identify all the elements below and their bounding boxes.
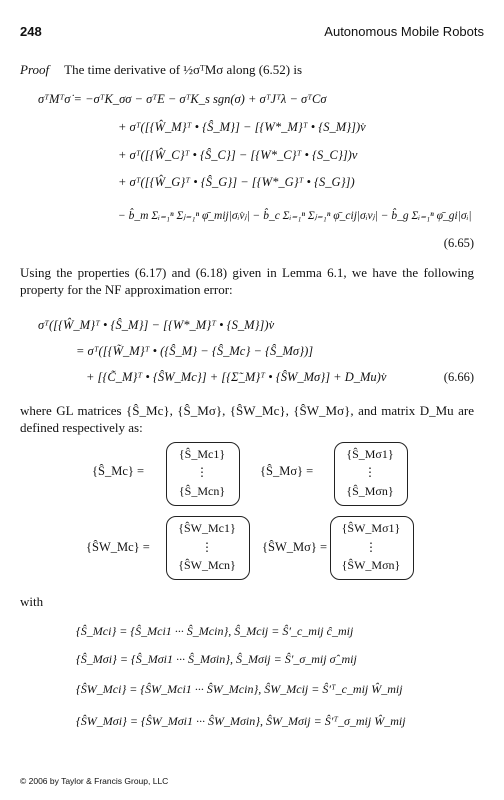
eq-6-65-line-1: σᵀMᵀσ̇ = −σᵀK_σσ − σᵀE − σᵀK_s sgn(σ) + σᵀJᵀλ − σᵀCσ — [38, 92, 327, 106]
eq-6-65-line-4: + σᵀ([{Ŵ_G}ᵀ • {Ŝ_G}] − [{W*_G}ᵀ • {S_G}]) — [118, 175, 355, 189]
matrix-s-msigma-top: {Ŝ_Mσ1} — [346, 447, 394, 461]
matrix-sw-mc-top: {ŜW_Mc1} — [178, 521, 236, 535]
matrix-s-mc-dots: ⋮ — [196, 465, 208, 479]
eq-6-66-line-3: + [{C̃_M}ᵀ • {ŜW_Mc}] + [{Σ̃_M}ᵀ • {ŜW_Mσ}] + D_Mu)v̇ — [86, 370, 387, 384]
proof-label: Proof — [20, 62, 50, 77]
eq-6-66-line-1: σᵀ([{Ŵ_M}ᵀ • {Ŝ_M}] − [{W*_M}ᵀ • {S_M}])v̇ — [38, 318, 275, 332]
matrix-s-mc-top: {Ŝ_Mc1} — [178, 447, 226, 461]
eq-6-65-line-3: + σᵀ([{Ŵ_C}ᵀ • {Ŝ_C}] − [{W*_C}ᵀ • {S_C}])v — [118, 148, 358, 162]
definition-sw-mci: {ŜW_Mci} = {ŜW_Mci1 ··· ŜW_Mcin}, ŜW_Mcij = Ŝ′ᵀ_c_mij Ŵ_mij — [76, 682, 403, 696]
matrix-s-msigma-dots: ⋮ — [364, 465, 376, 479]
eq-6-65-line-5: − b̂_m Σᵢ₌₁ⁿ Σⱼ₌₁ⁿ φ̄_mij|σᵢv̇ⱼ| − b̂_c Σᵢ₌₁ⁿ Σⱼ₌₁ⁿ φ̄_cij|σᵢvⱼ| − b̂_g Σᵢ₌₁ⁿ φ̄_gi|σᵢ| — [118, 210, 472, 222]
definition-sw-msigmai: {ŜW_Mσi} = {ŜW_Mσi1 ··· ŜW_Mσin}, ŜW_Mσij = Ŝ′ᵀ_σ_mij Ŵ_mij — [76, 714, 406, 728]
running-header — [20, 24, 484, 42]
eq-6-66-number: (6.66) — [443, 370, 474, 384]
eq-6-66-line-2: = σᵀ([{W̃_M}ᵀ • ({Ŝ_M} − {Ŝ_Mc} − {Ŝ_Mσ})] — [76, 344, 314, 358]
definition-s-msigmai: {Ŝ_Mσi} = {Ŝ_Mσi1 ··· Ŝ_Mσin}, Ŝ_Mσij = Ŝ′_σ_mij σ̂_mij — [76, 652, 357, 666]
matrix-sw-msigma-bottom: {ŜW_Mσn} — [341, 558, 401, 572]
matrix-s-msigma-bottom: {Ŝ_Mσn} — [346, 484, 394, 498]
running-title: Autonomous Mobile Robots — [324, 24, 484, 39]
page-number: 248 — [20, 24, 42, 39]
matrix-sw-msigma-top: {ŜW_Mσ1} — [341, 521, 401, 535]
proof-text: The time derivative of ½σᵀMσ along (6.52) is — [64, 62, 303, 77]
matrix-sw-mc-label: {ŜW_Mc} = — [86, 540, 150, 554]
matrix-sw-mc-dots: ⋮ — [201, 540, 213, 554]
eq-6-65-number: (6.65) — [443, 236, 474, 250]
matrix-s-mc-label: {Ŝ_Mc} = — [92, 464, 145, 478]
paragraph-gl-matrices: where GL matrices {Ŝ_Mc}, {Ŝ_Mσ}, {ŜW_Mc}, {ŜW_Mσ}, and matrix D_Mu are defined respectively as: — [20, 403, 474, 435]
matrix-sw-msigma-label: {ŜW_Mσ} = — [262, 540, 328, 554]
definition-s-mci: {Ŝ_Mci} = {Ŝ_Mci1 ··· Ŝ_Mcin}, Ŝ_Mcij = Ŝ′_c_mij ĉ_mij — [76, 624, 354, 638]
copyright-footer: © 2006 by Taylor & Francis Group, LLC — [20, 776, 169, 786]
proof-intro — [20, 62, 302, 78]
matrix-s-msigma-label: {Ŝ_Mσ} = — [260, 464, 314, 478]
matrix-s-mc-bottom: {Ŝ_Mcn} — [178, 484, 226, 498]
paragraph-properties: Using the properties (6.17) and (6.18) given in Lemma 6.1, we have the following property for the NF approximation error: — [20, 265, 474, 297]
eq-6-65-line-2: + σᵀ([{Ŵ_M}ᵀ • {Ŝ_M}] − [{W*_M}ᵀ • {S_M}])v̇ — [118, 120, 366, 134]
matrix-sw-msigma-dots: ⋮ — [365, 540, 377, 554]
matrix-sw-mc-bottom: {ŜW_Mcn} — [178, 558, 236, 572]
with-label: with — [20, 594, 44, 609]
